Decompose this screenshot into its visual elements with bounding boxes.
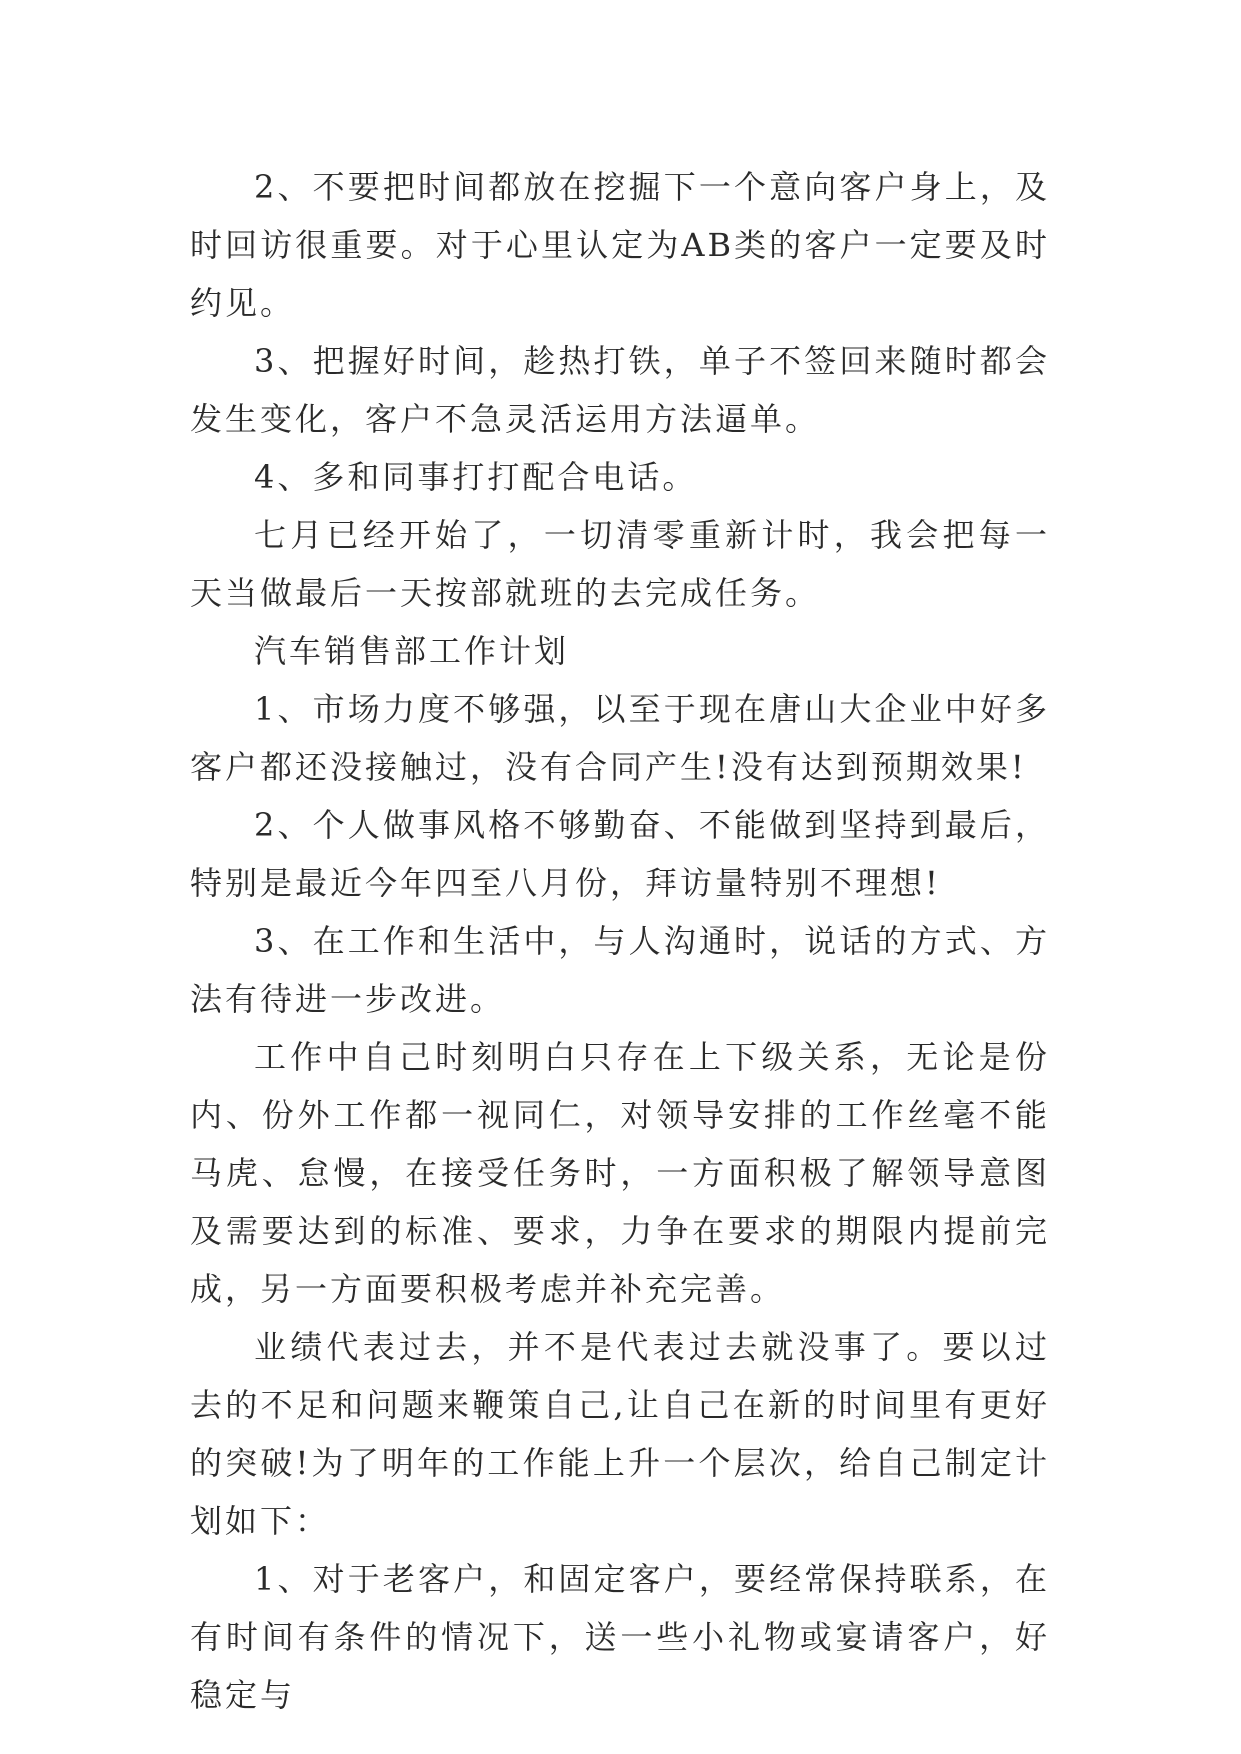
document-body (190, 158, 1050, 1724)
paragraph-communication: 3、在工作和生活中，与人沟通时，说话的方式、方法有待进一步改进。 (190, 922, 1050, 1018)
paragraph-old-customers: 1、对于老客户，和固定客户，要经常保持联系，在有时间有条件的情况下，送一些小礼物或宴请客户，好稳定与 (190, 1560, 1050, 1714)
section-heading: 汽车销售部工作计划 (254, 632, 570, 670)
paragraph-work-style: 2、个人做事风格不够勤奋、不能做到坚持到最后，特别是最近今年四至八月份，拜访量特别不理想! (190, 806, 1050, 902)
paragraph-followup-visits: 2、不要把时间都放在挖掘下一个意向客户身上，及时回访很重要。对于心里认定为AB类的客户一定要及时约见。 (190, 168, 1050, 322)
paragraph-july-restart: 七月已经开始了，一切清零重新计时，我会把每一天当做最后一天按部就班的去完成任务。 (190, 516, 1050, 612)
paragraph-seize-time: 3、把握好时间，趁热打铁，单子不签回来随时都会发生变化，客户不急灵活运用方法逼单。 (190, 342, 1050, 438)
paragraph-performance-plan: 业绩代表过去，并不是代表过去就没事了。要以过去的不足和问题来鞭策自己,让自己在新的时间里有更好的突破!为了明年的工作能上升一个层次，给自己制定计划如下： (190, 1328, 1050, 1540)
paragraph-market-strength: 1、市场力度不够强，以至于现在唐山大企业中好多客户都还没接触过，没有合同产生!没有达到预期效果! (190, 690, 1050, 786)
paragraph-team-calls: 4、多和同事打打配合电话。 (254, 458, 698, 496)
paragraph-work-attitude: 工作中自己时刻明白只存在上下级关系，无论是份内、份外工作都一视同仁，对领导安排的工作丝毫不能马虎、怠慢，在接受任务时，一方面积极了解领导意图及需要达到的标准、要求，力争在要求的期限内提前完成，另一方面要积极考虑并补充完善。 (190, 1038, 1050, 1308)
